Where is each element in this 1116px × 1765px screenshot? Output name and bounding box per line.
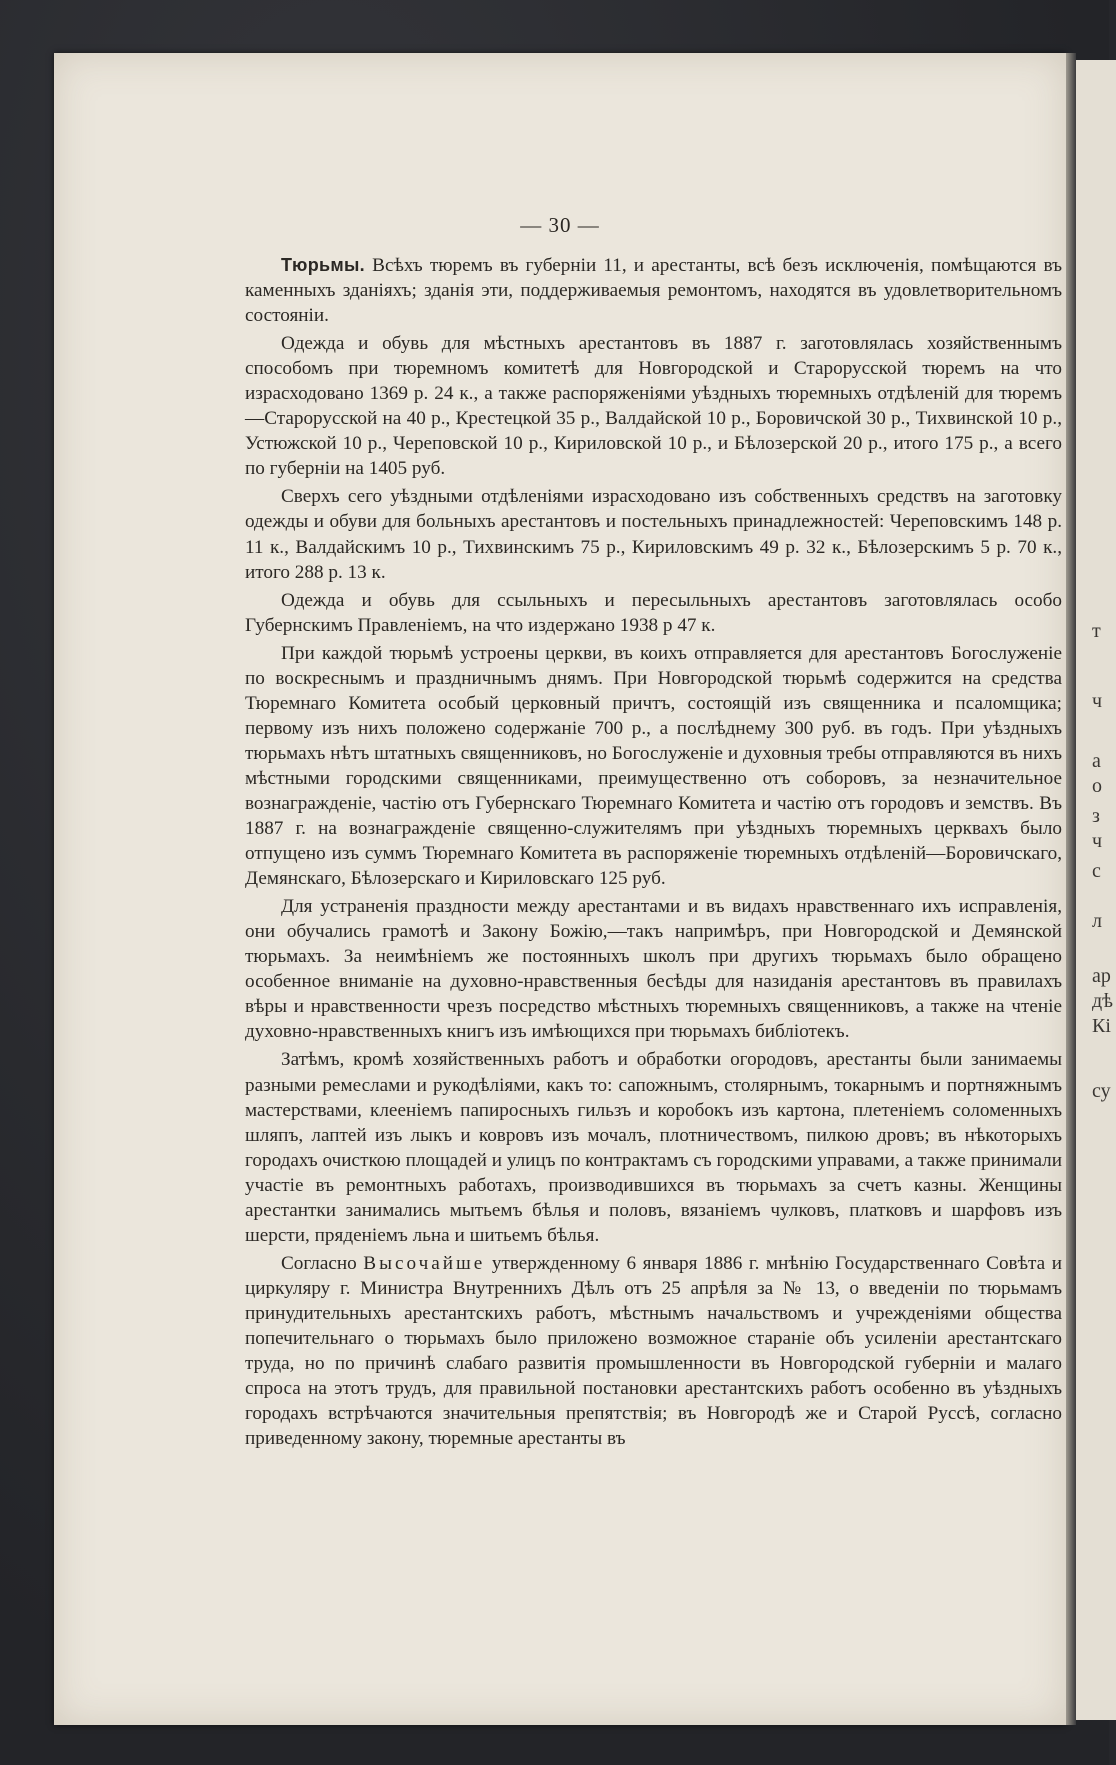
book-gutter bbox=[1066, 53, 1076, 1725]
edge-fragment: а bbox=[1092, 750, 1101, 772]
edge-fragment: Кі bbox=[1092, 1015, 1111, 1037]
edge-fragment: з bbox=[1092, 805, 1100, 827]
edge-fragment: с bbox=[1092, 860, 1101, 882]
document-page bbox=[54, 53, 1066, 1725]
paragraph-exiles-clothing: Одежда и обувь для ссыльныхъ и пересыльныхъ арестантовъ заготовлялась особо Губернскимъ Правленіемъ, на что издержано 1938 р 47 к. bbox=[245, 589, 1062, 636]
edge-fragment: ар bbox=[1092, 965, 1111, 987]
edge-fragment: ч bbox=[1092, 830, 1103, 852]
paragraph-education: Для устраненія праздности между арестантами и въ видахъ нравственнаго ихъ исправленія, они обучались грамотѣ и Закону Божію,—такъ напримѣръ, при Новгородской и Демянской тюрьмахъ. За неимѣніемъ же постоянныхъ школъ при другихъ тюрьмахъ было обращено особенное вниманіе на духовно-нравственныя бесѣды для назиданія арестантовъ въ правилахъ вѣры и нравственности чрезъ посредство мѣстныхъ тюремныхъ священниковъ, а также на чтеніе духовно-нравственныхъ книгъ изъ имѣющихся при тюрьмахъ библіотекъ. bbox=[245, 896, 1062, 1043]
edge-fragment: л bbox=[1092, 910, 1102, 932]
paragraph-clothing: Одежда и обувь для мѣстныхъ арестантовъ въ 1887 г. заготовлялась хозяйственнымъ способомъ при тюремномъ комитетѣ для Новгородской и Старорусской тюремъ на что израсходовано 1369 р. 24 к., а также распоряженіями уѣздныхъ тюремныхъ отдѣленій для тюремъ—Старорусской на 40 р., Крестецкой 35 р., Валдайской 10 р., Боровичской 30 р., Тихвинской 10 р., Устюжской 10 р., Череповской 10 р., Кириловской 10 р., и Бѣлозерской 20 р., итого 175 р., а всего по губерніи на 1405 руб. bbox=[245, 333, 1062, 480]
paragraph-extra-expenses: Сверхъ сего уѣздными отдѣленіями израсходовано изъ собственныхъ средствъ на заготовку одежды и обуви для больныхъ арестантовъ и постельныхъ принадлежностей: Череповскимъ 148 р. 11 к., Валдайскимъ 10 р., Тихвинскимъ 75 р., Кириловскимъ 49 р. 32 к., Бѣлозерскимъ 5 р. 70 к., итого 288 р. 13 к. bbox=[245, 486, 1062, 583]
body-text bbox=[245, 253, 1062, 1454]
section-heading: Тюрьмы. bbox=[281, 255, 365, 275]
edge-fragment: дѣ bbox=[1092, 990, 1114, 1012]
paragraph-text: Всѣхъ тюремъ въ губерніи 11, и арестанты, всѣ безъ исключенія, помѣщаются въ каменныхъ зданіяхъ; зданія эти, поддерживаемыя ремонтомъ, находятся въ удовлетворительномъ состояніи. bbox=[245, 255, 1062, 327]
paragraph-text: утвержденному 6 января 1886 г. мнѣнію Государственнаго Совѣта и циркуляру г. Министра Внутреннихъ Дѣлъ отъ 25 апрѣля за № 13, о введеніи по тюрьмамъ принудительныхъ арестантскихъ работъ, мѣстнымъ начальствомъ и учрежденіями общества попечительнаго о тюрьмахъ было приложено возможное стараніе объ усиленіи арестантскаго труда, но по причинѣ слабаго развитія промышленности въ Новгородской губерніи и малаго спроса на этотъ трудъ, для правильной постановки арестантскихъ работъ особенно въ уѣздныхъ городахъ встрѣчаются значительныя препятствія; въ Новгородѣ же и Старой Руссѣ, согласно приведенному закону, тюремные арестанты въ bbox=[245, 1252, 1062, 1450]
edge-fragment: су bbox=[1092, 1080, 1111, 1102]
paragraph-prisons bbox=[245, 253, 1062, 328]
edge-fragment: т bbox=[1092, 620, 1101, 642]
emphasized-word: Высочайше bbox=[363, 1252, 486, 1274]
edge-fragment: ч bbox=[1092, 690, 1103, 712]
paragraph-lead: Согласно bbox=[281, 1252, 364, 1274]
paragraph-labor: Затѣмъ, кромѣ хозяйственныхъ работъ и обработки огородовъ, арестанты были занимаемы разными ремеслами и рукодѣліями, какъ то: сапожнымъ, столярнымъ, токарнымъ и портняжнымъ мастерствами, клееніемъ папиросныхъ гильзъ и коробокъ изъ картона, плетеніемъ соломенныхъ шляпъ, лаптей изъ лыкъ и ковровъ изъ мочалъ, плотничествомъ, пилкою дровъ; въ нѣкоторыхъ городахъ очисткою площадей и улицъ по контрактамъ съ городскими управами, а также принимали участіе въ ремонтныхъ работахъ, производившихся въ тюрьмахъ за счетъ казны. Женщины арестантки занимались мытьемъ бѣлья и половъ, вязаніемъ чулковъ, платковъ и шарфовъ изъ шерсти, пряденіемъ льна и шитьемъ бѣлья. bbox=[245, 1049, 1062, 1246]
paragraph-churches: При каждой тюрьмѣ устроены церкви, въ коихъ отправляется для арестантовъ Богослуженіе по воскреснымъ и праздничнымъ днямъ. При Новгородской тюрьмѣ содержится на средства Тюремнаго Комитета особый церковный причтъ, состоящій изъ священника и псаломщика; первому изъ нихъ положено содержаніе 700 р., а послѣднему 300 руб. въ годъ. При уѣздныхъ тюрьмахъ нѣтъ штатныхъ священниковъ, но Богослуженіе и духовныя требы отправляются въ нихъ мѣстными городскими священниками, преимущественно отъ соборовъ, за незначительное вознагражденіе, частію отъ Губернскаго Тюремнаго Комитета и частію отъ городовъ и земствъ. Въ 1887 г. на вознагражденіе священно-служителямъ при уѣздныхъ тюремныхъ церквахъ было отпущено изъ суммъ Тюремнаго Комитета въ распоряженіе тюремныхъ отдѣленій—Боровичскаго, Демянскаго, Бѣлозерскаго и Кириловскаго 125 руб. bbox=[245, 642, 1062, 890]
page-number: — 30 — bbox=[520, 213, 600, 237]
adjacent-page-edge bbox=[1076, 60, 1116, 1720]
edge-fragment: о bbox=[1092, 775, 1102, 797]
paragraph-forced-labor bbox=[245, 1251, 1062, 1451]
